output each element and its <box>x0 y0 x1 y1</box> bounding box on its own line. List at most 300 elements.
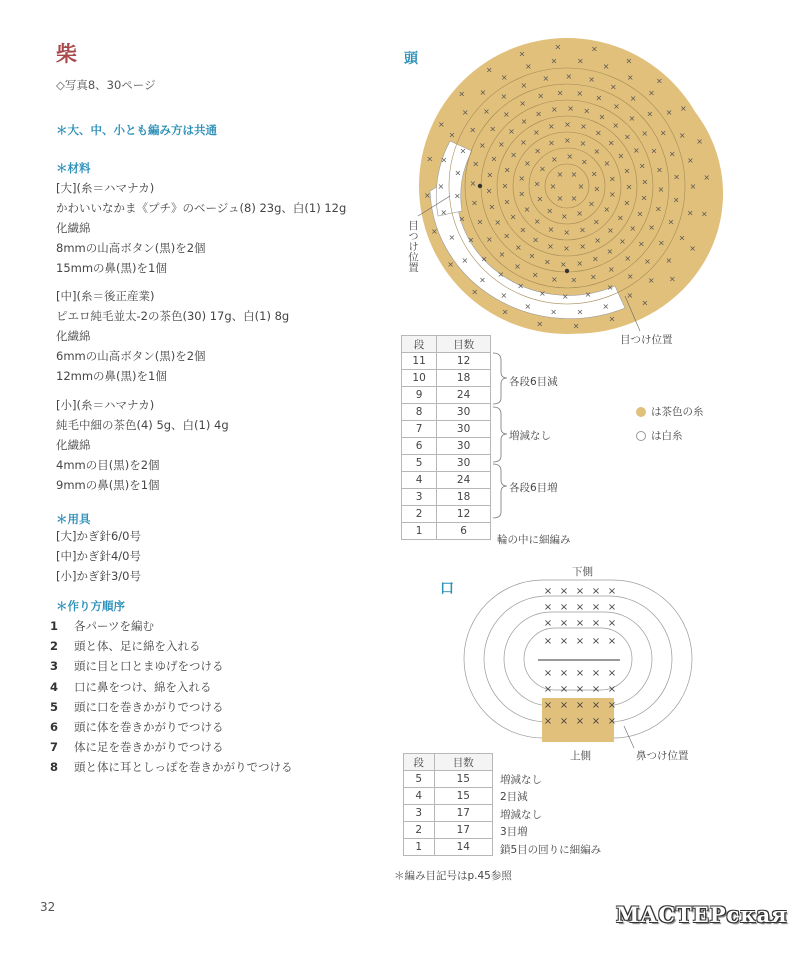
stitch-mark: × <box>494 217 502 227</box>
head-label: 頭 <box>404 51 418 67</box>
round-cell: 1 <box>402 523 437 540</box>
stitch-mark: × <box>502 110 510 120</box>
stitch-mark: × <box>550 275 558 285</box>
stitch-mark: × <box>458 214 466 224</box>
stitch-mark: × <box>608 314 616 324</box>
stitch-mark: × <box>606 283 614 293</box>
material-line: ピエロ純毛並太-2の茶色(30) 17g、白(1) 8g <box>56 309 290 323</box>
stitch-mark: × <box>650 146 658 156</box>
stitch-mark: × <box>539 164 546 174</box>
stitch-mark: × <box>602 301 610 311</box>
stitch-mark: × <box>579 225 586 235</box>
table-row <box>402 489 491 506</box>
stitch-mark: × <box>656 165 663 175</box>
stitch-mark: × <box>678 233 686 243</box>
mouth-round-note: 増減なし <box>500 808 542 821</box>
stitch-mark: × <box>510 150 517 160</box>
step-item <box>50 717 293 737</box>
head-brackets <box>491 352 511 542</box>
stitch-mark: × <box>610 82 617 92</box>
stitch-mark: × <box>548 122 555 131</box>
stitch-mark: × <box>561 292 569 301</box>
stitch-mark: × <box>575 684 585 695</box>
step-item <box>50 656 293 676</box>
round-cell: 6 <box>402 438 437 455</box>
stitch-mark: × <box>559 586 569 597</box>
stitch-mark: × <box>519 99 526 109</box>
stitch-mark: × <box>593 217 600 227</box>
stitch-mark: × <box>564 120 571 129</box>
stitch-mark: × <box>626 272 634 281</box>
eye-marker-right <box>565 269 569 273</box>
stitch-mark: × <box>454 168 462 178</box>
stitch-mark: × <box>537 91 545 101</box>
mouth-crochet-diagram <box>458 576 698 746</box>
stitch-mark: × <box>454 191 461 201</box>
step-number: 7 <box>50 740 59 755</box>
stitch-mark: × <box>500 92 508 101</box>
note-no-change: 増減なし <box>509 430 551 442</box>
eye-marker-left <box>478 184 482 188</box>
step-item <box>50 677 293 697</box>
stitch-mark: × <box>591 586 601 597</box>
table-row <box>402 455 491 472</box>
material-line: 4mmの目(黒)を2個 <box>56 458 160 472</box>
stitch-mark: × <box>588 74 595 84</box>
round-cell: 11 <box>402 353 437 370</box>
stitch-mark: × <box>500 291 508 300</box>
stitch-mark: × <box>595 128 602 138</box>
stitch-mark: × <box>543 700 553 711</box>
stitch-mark: × <box>479 88 487 98</box>
note-decrease: 各段6目減 <box>509 376 558 388</box>
table-row <box>402 387 491 404</box>
stitch-cell: 12 <box>437 506 491 523</box>
materials-large <box>56 178 346 278</box>
stitch-mark: × <box>559 636 569 647</box>
stitch-mark: × <box>654 204 662 214</box>
step-number: 4 <box>50 679 59 694</box>
stitch-mark: × <box>636 209 644 219</box>
materials-medium <box>56 286 289 386</box>
stitch-mark: × <box>519 225 527 235</box>
step-text: 口に鼻をつけ、綿を入れる <box>74 679 212 694</box>
step-item <box>50 616 293 636</box>
stitch-mark: × <box>501 307 509 317</box>
table-row <box>402 438 491 455</box>
stitch-mark: × <box>575 636 585 647</box>
material-line: [中](糸＝後正産業) <box>56 289 155 303</box>
stitch-mark: × <box>534 146 541 156</box>
stitch-mark: × <box>532 235 539 245</box>
stitch-mark: × <box>461 107 469 117</box>
stitch-mark: × <box>528 251 536 261</box>
stitch-mark: × <box>703 172 711 182</box>
stitch-mark: × <box>598 112 606 122</box>
stitch-mark: × <box>531 270 539 280</box>
table-row <box>404 805 493 822</box>
material-line: かわいいなかま《プチ》のベージュ(8) 23g、白(1) 12g <box>56 201 347 215</box>
table-row <box>402 353 491 370</box>
step-number: 8 <box>50 760 59 775</box>
table-row <box>404 771 493 788</box>
stitch-mark: × <box>613 102 620 112</box>
bracket-decrease <box>493 353 507 404</box>
stitch-mark: × <box>563 136 571 145</box>
stitch-mark: × <box>563 244 570 253</box>
stitch-mark: × <box>577 182 585 191</box>
stitch-mark: × <box>575 602 585 613</box>
stitch-mark: × <box>548 138 555 148</box>
stitch-mark: × <box>479 275 486 285</box>
stitch-mark: × <box>644 256 651 266</box>
stitch-mark: × <box>624 253 632 263</box>
page-number: 32 <box>40 900 56 914</box>
stitch-mark: × <box>625 56 633 66</box>
material-line: 化繊綿 <box>56 329 91 343</box>
stitch-mark: × <box>593 146 601 156</box>
stitch-mark: × <box>607 668 617 679</box>
stitch-mark: × <box>533 179 541 189</box>
stitch-mark: × <box>459 146 467 156</box>
stitch-cell: 30 <box>437 421 491 438</box>
table-row <box>402 523 491 540</box>
stitch-mark: × <box>625 182 633 192</box>
stitch-mark: × <box>559 716 569 727</box>
stitch-cell: 18 <box>437 489 491 506</box>
stitch-mark: × <box>623 132 631 142</box>
stitch-mark: × <box>617 151 625 161</box>
stitch-mark: × <box>448 130 456 140</box>
material-line: 純毛中細の茶色(4) 5g、白(1) 4g <box>56 418 229 432</box>
stitch-mark: × <box>678 130 686 140</box>
stitch-mark: × <box>550 105 558 114</box>
stitch-mark: × <box>657 238 665 248</box>
stitch-mark: × <box>503 231 511 241</box>
round-cell: 3 <box>404 805 435 822</box>
step-text: 頭に体を巻きかがりでつける <box>74 720 224 735</box>
stitch-mark: × <box>423 191 431 201</box>
mouth-round-note: 増減なし <box>500 774 542 786</box>
round-cell: 4 <box>404 788 435 805</box>
table-row <box>402 472 491 489</box>
material-line: 12mmの鼻(黒)を1個 <box>56 369 167 383</box>
stitch-mark: × <box>572 321 580 331</box>
stitch-mark: × <box>536 194 544 204</box>
mouth-round-note: 2目減 <box>500 791 528 804</box>
stitch-mark: × <box>440 155 448 165</box>
step-text: 体に足を巻きかがりでつける <box>74 740 224 755</box>
stitch-mark: × <box>668 274 676 284</box>
stitch-mark: × <box>584 290 592 299</box>
stitch-mark: × <box>480 254 488 264</box>
stitch-mark: × <box>509 212 517 222</box>
stitch-mark: × <box>497 269 505 279</box>
tool-line: [大]かぎ針6/0号 <box>56 529 141 543</box>
stitch-mark: × <box>638 161 646 171</box>
stitch-mark: × <box>533 128 540 138</box>
round-cell: 10 <box>402 370 437 387</box>
stitch-mark: × <box>483 107 490 117</box>
step-number: 3 <box>50 659 59 674</box>
material-line: 化繊綿 <box>56 438 91 452</box>
step-text: 頭と体に耳としっぽを巻きかがりでつける <box>74 760 293 775</box>
note-increase: 各段6目増 <box>509 482 558 494</box>
stitch-mark: × <box>607 636 617 647</box>
stitch-mark: × <box>523 158 531 168</box>
stitch-mark: × <box>607 716 617 727</box>
stitch-mark: × <box>626 291 634 301</box>
round-cell: 7 <box>402 421 437 438</box>
table-row <box>404 822 493 839</box>
stitch-mark: × <box>570 169 578 179</box>
stitch-mark: × <box>689 243 696 253</box>
symbol-footnote: ＊編み目記号はp.45参照 <box>394 870 512 882</box>
round-cell: 9 <box>402 387 437 404</box>
stitch-mark: × <box>547 241 554 251</box>
white-dot-icon <box>636 431 646 441</box>
stitch-mark: × <box>591 636 601 647</box>
mouth-label: 口 <box>440 581 454 597</box>
stitch-mark: × <box>591 618 601 629</box>
stitch-mark: × <box>543 257 551 267</box>
stitch-mark: × <box>514 242 522 252</box>
stitch-mark: × <box>590 44 598 54</box>
stitch-mark: × <box>461 255 469 265</box>
stitch-mark: × <box>589 272 597 282</box>
stitch-cell: 24 <box>437 387 491 404</box>
stitch-mark: × <box>560 259 567 269</box>
stitch-mark: × <box>543 586 553 597</box>
step-number: 2 <box>50 639 59 654</box>
stitch-mark: × <box>659 128 667 138</box>
table-header-row <box>402 336 491 353</box>
stitch-mark: × <box>501 181 509 191</box>
stitch-mark: × <box>559 602 569 613</box>
stitch-mark: × <box>637 239 645 249</box>
stitch-mark: × <box>520 116 528 126</box>
stitch-mark: × <box>626 73 634 82</box>
page-title: 柴 <box>56 42 78 66</box>
stitch-mark: × <box>448 233 456 243</box>
stitch-cell: 17 <box>434 822 492 839</box>
stitch-mark: × <box>524 62 532 72</box>
stitch-mark: × <box>546 206 554 216</box>
stitch-mark: × <box>689 182 697 192</box>
material-line: 15mmの鼻(黒)を1個 <box>56 261 167 275</box>
stitch-cell: 12 <box>437 353 491 370</box>
table-header-row <box>404 754 493 771</box>
stitch-mark: × <box>479 141 486 151</box>
stitch-mark: × <box>606 247 614 257</box>
stitch-mark: × <box>523 204 531 214</box>
material-line: 9mmの鼻(黒)を1個 <box>56 478 160 492</box>
stitch-mark: × <box>648 222 655 232</box>
stitch-mark: × <box>471 198 478 208</box>
stitch-mark: × <box>559 618 569 629</box>
round-header: 段 <box>404 754 435 771</box>
stitch-mark: × <box>607 138 615 148</box>
stitch-mark: × <box>591 684 601 695</box>
stitch-header: 目数 <box>434 754 492 771</box>
stitch-mark: × <box>579 138 587 148</box>
stitch-mark: × <box>612 121 620 131</box>
stitch-cell: 30 <box>437 438 491 455</box>
stitch-mark: × <box>497 139 505 149</box>
stitch-mark: × <box>559 668 569 679</box>
stitch-mark: × <box>577 56 584 66</box>
stitch-mark: × <box>579 242 586 251</box>
stitch-mark: × <box>602 62 610 72</box>
stitch-mark: × <box>489 124 497 134</box>
stitch-mark: × <box>576 88 584 98</box>
stitch-mark: × <box>607 618 617 629</box>
stitch-mark: × <box>665 108 673 118</box>
mouth-lower-side: 下側 <box>572 566 593 578</box>
stitch-mark: × <box>524 301 532 311</box>
steps-heading: ＊作り方順序 <box>56 599 125 613</box>
bracket-no-change <box>493 407 507 462</box>
stitch-mark: × <box>591 602 601 613</box>
legend-tan-label: は茶色の糸 <box>651 406 704 418</box>
stitch-mark: × <box>426 154 434 164</box>
stitch-mark: × <box>623 166 631 176</box>
mouth-rounds-table <box>403 753 493 856</box>
stitch-cell: 17 <box>434 805 492 822</box>
step-number: 1 <box>50 619 59 633</box>
stitch-mark: × <box>543 618 553 629</box>
stitch-mark: × <box>591 668 601 679</box>
tool-line: [小]かぎ針3/0号 <box>56 569 141 583</box>
stitch-mark: × <box>560 211 568 221</box>
photo-reference: ◇写真8、30ページ <box>56 78 156 92</box>
stitch-mark: × <box>673 172 680 182</box>
stitch-mark: × <box>607 586 617 597</box>
stitch-mark: × <box>488 202 496 212</box>
stitch-mark: × <box>672 195 680 205</box>
stitch-mark: × <box>595 93 603 103</box>
tan-dot-icon <box>636 407 646 417</box>
head-rounds-table <box>401 335 491 540</box>
stitch-mark: × <box>485 65 493 75</box>
stitch-mark: × <box>629 224 637 234</box>
stitch-mark: × <box>440 208 448 217</box>
stitch-mark: × <box>556 169 564 179</box>
stitch-cell: 6 <box>437 523 491 540</box>
material-line: 8mmの山高ボタン(黒)を2個 <box>56 241 206 255</box>
stitch-mark: × <box>575 700 585 711</box>
stitch-mark: × <box>469 125 477 135</box>
stitch-mark: × <box>543 602 553 613</box>
step-text: 頭に目と口とまゆげをつける <box>74 659 224 674</box>
stitch-mark: × <box>543 716 553 727</box>
stitch-mark: × <box>500 72 508 82</box>
stitch-mark: × <box>550 307 557 317</box>
round-cell: 5 <box>402 455 437 472</box>
stitch-mark: × <box>665 256 673 266</box>
material-line: 化繊綿 <box>56 221 91 235</box>
stitch-mark: × <box>640 193 648 203</box>
tools-heading: ＊用具 <box>56 512 91 526</box>
stitch-mark: × <box>607 226 614 236</box>
stitch-mark: × <box>554 42 562 52</box>
steps-list <box>50 616 293 778</box>
stitch-mark: × <box>559 700 569 711</box>
stitch-mark: × <box>608 174 616 184</box>
stitch-mark: × <box>520 137 527 147</box>
stitch-mark: × <box>647 275 655 285</box>
stitch-mark: × <box>543 636 553 647</box>
stitch-mark: × <box>617 213 624 223</box>
step-text: 頭に口を巻きかがりでつける <box>74 699 224 714</box>
stitch-mark: × <box>641 129 649 139</box>
stitch-mark: × <box>563 228 571 237</box>
stitch-mark: × <box>646 109 654 119</box>
stitch-mark: × <box>549 182 557 191</box>
table-row <box>402 421 491 438</box>
stitch-mark: × <box>628 114 636 124</box>
stitch-mark: × <box>668 149 676 159</box>
stitch-mark: × <box>490 154 498 164</box>
stitch-mark: × <box>576 307 584 317</box>
head-crochet-diagram <box>410 42 720 331</box>
stitch-mark: × <box>447 259 454 269</box>
material-line: [小](糸＝ハマナカ) <box>56 398 155 412</box>
stitch-mark: × <box>550 56 558 66</box>
stitch-mark: × <box>641 298 649 308</box>
stitch-mark: × <box>623 198 631 208</box>
round-cell: 2 <box>404 822 435 839</box>
nose-position-label: 鼻つけ位置 <box>636 750 689 762</box>
stitch-mark: × <box>593 184 601 194</box>
stitch-mark: × <box>438 120 445 130</box>
stitch-mark: × <box>437 181 445 191</box>
stitch-mark: × <box>518 189 526 199</box>
stitch-mark: × <box>570 194 578 204</box>
stitch-cell: 15 <box>434 771 492 788</box>
watermark-logo: МАСТЕРская <box>616 902 788 927</box>
stitch-mark: × <box>547 225 555 235</box>
table-row <box>402 404 491 421</box>
stitch-mark: × <box>566 152 574 162</box>
stitch-mark: × <box>588 199 595 209</box>
mouth-upper-side: 上側 <box>570 750 591 762</box>
stitch-mark: × <box>696 137 703 146</box>
stitch-mark: × <box>471 287 479 297</box>
legend-white-label: は白糸 <box>651 430 683 442</box>
stitch-mark: × <box>559 684 569 695</box>
step-number: 6 <box>50 720 59 735</box>
round-cell: 4 <box>402 472 437 489</box>
material-line: [大](糸＝ハマナカ) <box>56 181 155 195</box>
stitch-mark: × <box>533 217 541 227</box>
stitch-mark: × <box>641 177 649 187</box>
stitch-mark: × <box>655 76 663 86</box>
stitch-mark: × <box>629 94 637 104</box>
stitch-mark: × <box>592 254 599 264</box>
stitch-mark: × <box>575 668 585 679</box>
step-item <box>50 697 293 717</box>
stitch-cell: 30 <box>437 455 491 472</box>
stitch-mark: × <box>619 236 626 246</box>
stitch-mark: × <box>607 684 617 695</box>
stitch-mark: × <box>542 74 550 83</box>
stitch-mark: × <box>517 281 524 291</box>
stitch-header: 目数 <box>437 336 491 353</box>
step-text: 各パーツを編む <box>74 619 155 633</box>
round-cell: 3 <box>402 489 437 506</box>
stitch-mark: × <box>594 235 601 245</box>
